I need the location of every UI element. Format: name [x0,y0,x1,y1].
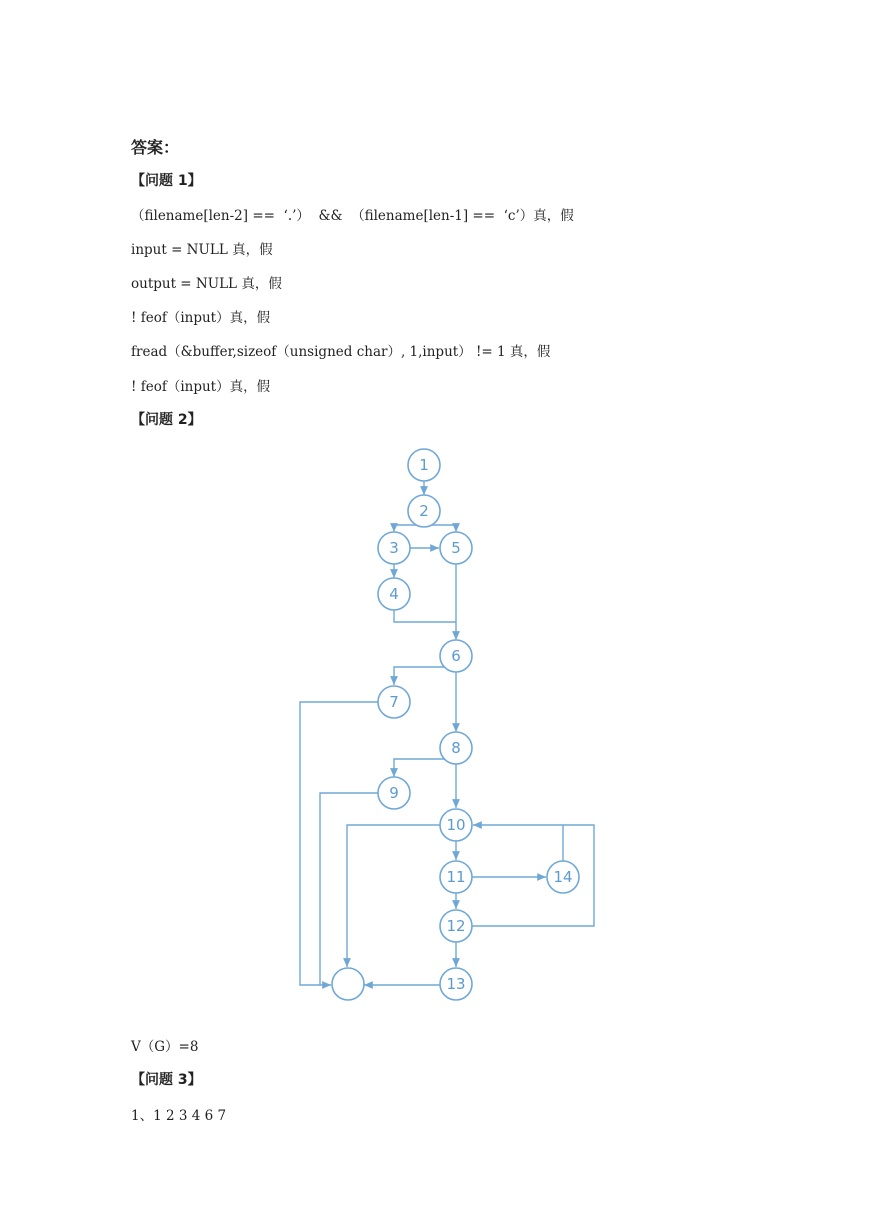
node-exit [332,968,364,1000]
svg-text:4: 4 [389,585,399,603]
node-14 [547,861,579,893]
svg-text:6: 6 [451,647,461,665]
svg-text:2: 2 [419,502,429,520]
svg-text:3: 3 [389,539,399,557]
svg-text:9: 9 [389,784,399,802]
node-2 [408,495,440,527]
svg-text:14: 14 [553,868,573,886]
svg-text:7: 7 [389,693,399,711]
q1-line: output = NULL 真，假 [131,276,282,292]
svg-text:12: 12 [446,917,466,935]
q1-line: ! feof（input）真，假 [131,379,271,395]
q3-line: 1、1 2 3 4 6 7 [131,1108,227,1124]
q1-line: fread（&buffer,sizeof（unsigned char）, 1,input） != 1 真，假 [131,344,551,360]
edge-10-exit [347,825,440,967]
node-4 [378,578,410,610]
svg-text:1: 1 [419,456,429,474]
question-3-heading: 【问题 3】 [131,1072,202,1088]
node-10 [440,809,472,841]
q1-line: input = NULL 真，假 [131,242,273,258]
svg-text:10: 10 [446,816,466,834]
svg-text:13: 13 [446,975,466,993]
svg-text:8: 8 [451,739,461,757]
edge-7-exit [300,702,378,985]
node-11 [440,861,472,893]
q1-line: ! feof（input）真，假 [131,310,271,326]
edge-9-exit [320,793,378,985]
answer-title: 答案： [131,138,180,157]
node-12 [440,910,472,942]
node-6 [440,640,472,672]
edge-4-6 [394,610,456,622]
svg-text:11: 11 [446,868,466,886]
node-8 [440,732,472,764]
node-7 [378,686,410,718]
cyclomatic-complexity: V（G）=8 [131,1039,199,1055]
node-9 [378,777,410,809]
node-5 [440,532,472,564]
q1-line: （filename[len-2] == ‘.’） && （filename[len-1] == ‘c’）真，假 [131,208,574,224]
node-1 [408,449,440,481]
question-2-heading: 【问题 2】 [131,412,202,428]
node-13 [440,968,472,1000]
svg-text:5: 5 [451,539,461,557]
node-3 [378,532,410,564]
question-1-heading: 【问题 1】 [131,173,202,189]
